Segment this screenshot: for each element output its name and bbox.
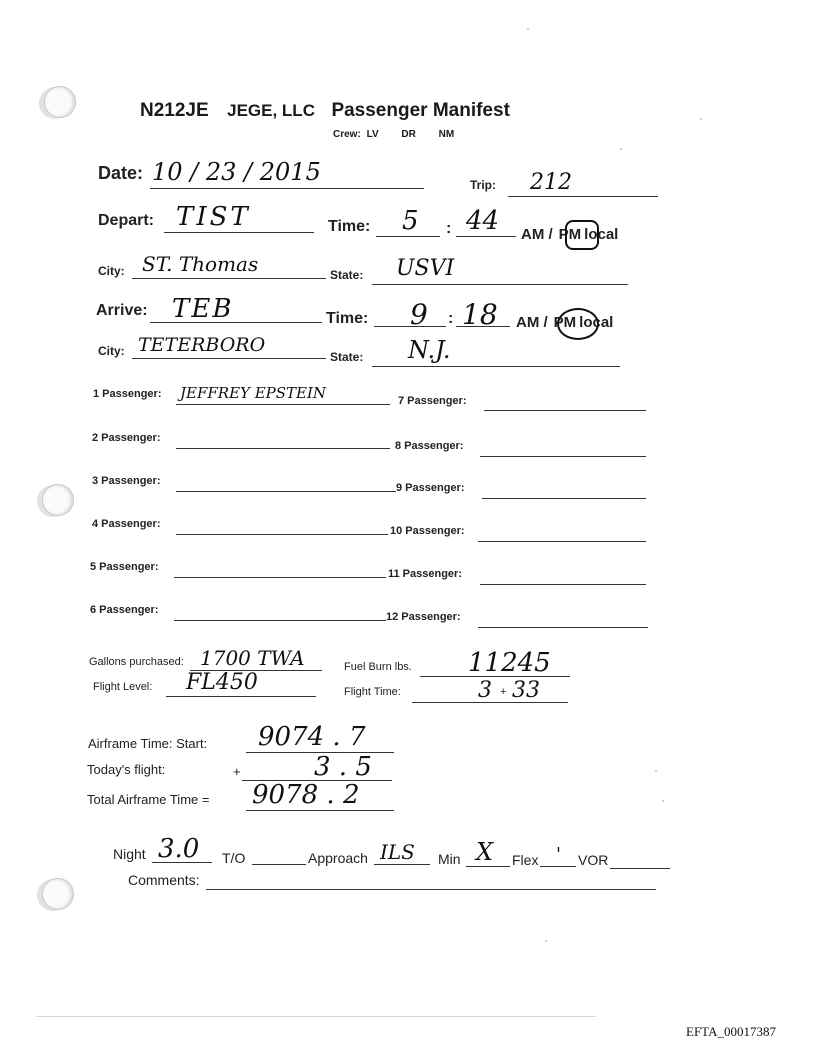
todays-flight-label: Today's flight: bbox=[87, 762, 166, 777]
passenger-label: 1 Passenger: bbox=[93, 388, 162, 400]
flight-time-minutes: 33 bbox=[512, 678, 540, 703]
total-airframe-field bbox=[246, 810, 394, 811]
passenger-label: 11 Passenger: bbox=[388, 568, 462, 580]
arrive-city-label: City: bbox=[98, 344, 125, 358]
depart-state-field bbox=[372, 284, 628, 285]
comments-label: Comments: bbox=[128, 872, 200, 888]
min-field bbox=[466, 866, 510, 867]
date-label: Date: bbox=[98, 163, 144, 183]
trip-value: 212 bbox=[530, 170, 572, 195]
depart-value: TIST bbox=[176, 202, 251, 232]
arrive-city-field bbox=[132, 358, 326, 359]
passenger-label: 4 Passenger: bbox=[92, 518, 161, 530]
depart-time-separator: : bbox=[446, 220, 452, 237]
local-label: local bbox=[584, 226, 619, 243]
punch-hole-bottom bbox=[42, 878, 74, 910]
comments-field bbox=[206, 889, 656, 890]
to-field bbox=[252, 864, 306, 865]
depart-field bbox=[164, 232, 314, 233]
passenger-name-field bbox=[478, 541, 646, 542]
fuel-burn-label: Fuel Burn lbs. bbox=[344, 661, 412, 673]
arrive-time-label: Time: bbox=[326, 310, 369, 327]
depart-time-label: Time: bbox=[328, 218, 371, 235]
arrive-state-value: N.J. bbox=[408, 336, 451, 364]
total-airframe-value: 9078 . 2 bbox=[252, 780, 360, 810]
crew-line bbox=[333, 129, 454, 140]
flex-label: Flex bbox=[512, 852, 539, 868]
night-label: Night bbox=[113, 846, 146, 862]
depart-city-value: ST. Thomas bbox=[142, 252, 259, 276]
passenger-name-field bbox=[174, 577, 386, 578]
passenger-label: 7 Passenger: bbox=[398, 395, 467, 407]
company-name: JEGE, LLC bbox=[227, 101, 315, 120]
depart-time-minute-field bbox=[456, 236, 516, 237]
depart-state-label: State: bbox=[330, 268, 364, 282]
depart-state-value: USVI bbox=[396, 256, 455, 281]
scan-speck bbox=[545, 940, 547, 942]
passenger-label: 2 Passenger: bbox=[92, 432, 161, 444]
scan-speck bbox=[700, 118, 702, 120]
approach-field bbox=[374, 864, 430, 865]
flight-time-separator: + bbox=[500, 686, 507, 698]
scan-speck bbox=[620, 148, 622, 150]
arrive-time-separator: : bbox=[448, 310, 454, 327]
pm-label: PM bbox=[553, 314, 577, 331]
crew-member: NM bbox=[438, 129, 455, 140]
local-label: local bbox=[579, 314, 614, 331]
passenger-name-field bbox=[174, 620, 386, 621]
document-id: EFTA_00017387 bbox=[686, 1024, 776, 1039]
flight-time-hours: 3 bbox=[478, 678, 492, 703]
punch-hole-top bbox=[44, 86, 76, 118]
am-label: AM / bbox=[516, 314, 548, 331]
to-label: T/O bbox=[222, 850, 246, 866]
trip-label: Trip: bbox=[470, 178, 496, 192]
passenger-name-field bbox=[484, 410, 646, 411]
scan-speck bbox=[662, 800, 664, 802]
arrive-state-label: State: bbox=[330, 350, 364, 364]
crew-member: LV bbox=[366, 129, 379, 140]
tail-number: N212JE bbox=[140, 100, 209, 121]
night-value: 3.0 bbox=[158, 834, 200, 864]
passenger-name-field bbox=[480, 456, 646, 457]
arrive-city-value: TETERBORO bbox=[138, 334, 266, 356]
min-label: Min bbox=[438, 851, 461, 867]
depart-time-hour: 5 bbox=[402, 206, 419, 236]
flight-time-label: Flight Time: bbox=[344, 686, 401, 698]
depart-label: Depart: bbox=[98, 212, 155, 229]
trip-field bbox=[508, 196, 658, 197]
passenger-label: 8 Passenger: bbox=[395, 440, 464, 452]
passenger-name-field bbox=[176, 404, 390, 405]
arrive-time-hour: 9 bbox=[410, 298, 428, 331]
punch-hole-middle bbox=[42, 484, 74, 516]
flight-level-label: Flight Level: bbox=[93, 681, 153, 693]
passenger-name: JEFFREY EPSTEIN bbox=[180, 384, 327, 402]
flight-level-value: FL450 bbox=[186, 670, 258, 695]
passenger-name-field bbox=[480, 584, 646, 585]
passenger-name-field bbox=[482, 498, 646, 499]
todays-flight-plus: + bbox=[233, 764, 241, 779]
gallons-label: Gallons purchased: bbox=[89, 656, 184, 668]
passenger-label: 10 Passenger: bbox=[390, 525, 465, 537]
pm-circle-mark bbox=[557, 308, 599, 340]
pm-circle-mark bbox=[565, 220, 599, 250]
min-value: X bbox=[476, 838, 494, 866]
passenger-label: 12 Passenger: bbox=[386, 611, 461, 623]
passenger-name-field bbox=[478, 627, 648, 628]
arrive-label: Arrive: bbox=[96, 302, 148, 319]
flex-field bbox=[540, 866, 576, 867]
airframe-start-label: Airframe Time: Start: bbox=[88, 736, 208, 751]
arrive-state-field bbox=[372, 366, 620, 367]
arrive-value: TEB bbox=[172, 294, 234, 324]
depart-city-field bbox=[132, 278, 326, 279]
flex-value: ' bbox=[556, 844, 561, 865]
depart-city-label: City: bbox=[98, 264, 125, 278]
approach-value: ILS bbox=[380, 840, 415, 864]
document-title: Passenger Manifest bbox=[331, 100, 510, 121]
crew-label: Crew: bbox=[333, 129, 361, 140]
scan-speck bbox=[527, 28, 529, 30]
comments-second-line bbox=[36, 1016, 596, 1017]
total-airframe-label: Total Airframe Time = bbox=[87, 792, 210, 807]
vor-field bbox=[610, 868, 670, 869]
manifest-header bbox=[140, 100, 510, 122]
pm-label: PM bbox=[558, 226, 582, 243]
scan-speck bbox=[655, 770, 657, 772]
date-value: 10 / 23 / 2015 bbox=[152, 158, 321, 186]
vor-label: VOR bbox=[578, 852, 609, 868]
todays-flight-value: 3 . 5 bbox=[314, 752, 372, 782]
gallons-value: 1700 TWA bbox=[200, 646, 305, 670]
depart-time-hour-field bbox=[376, 236, 440, 237]
passenger-name-field bbox=[176, 491, 396, 492]
passenger-name-field bbox=[176, 534, 388, 535]
flight-level-field bbox=[166, 696, 316, 697]
airframe-start-value: 9074 . 7 bbox=[258, 722, 366, 752]
passenger-label: 6 Passenger: bbox=[90, 604, 159, 616]
depart-time-minute: 44 bbox=[466, 206, 500, 236]
approach-label: Approach bbox=[308, 850, 368, 866]
fuel-burn-value: 11245 bbox=[468, 648, 551, 678]
am-label: AM / bbox=[521, 226, 553, 243]
passenger-label: 5 Passenger: bbox=[90, 561, 159, 573]
arrive-time-minute: 18 bbox=[462, 298, 498, 331]
passenger-label: 3 Passenger: bbox=[92, 475, 161, 487]
crew-member: DR bbox=[401, 129, 416, 140]
passenger-label: 9 Passenger: bbox=[396, 482, 465, 494]
passenger-name-field bbox=[176, 448, 390, 449]
date-field bbox=[150, 188, 424, 189]
